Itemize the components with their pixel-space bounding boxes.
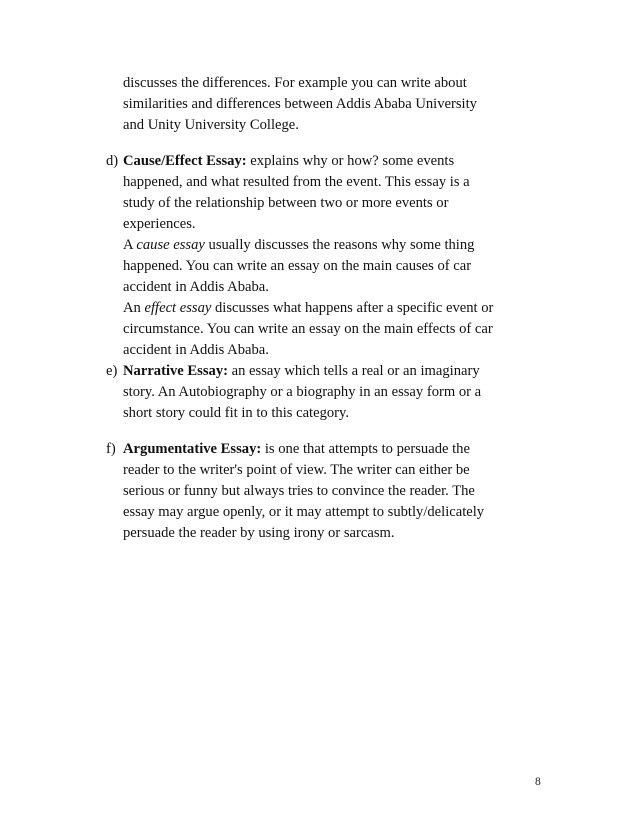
- item-d-first-line-rest: explains why or how? some events: [246, 153, 455, 169]
- item-e-line: story. An Autobiography or a biography in an essay form or a: [123, 384, 482, 400]
- item-d-first-line: [123, 151, 454, 171]
- cause-essay-prefix: A: [123, 237, 137, 253]
- list-marker-f: f): [106, 441, 116, 457]
- item-f-line: serious or funny but always tries to convince the reader. The: [123, 483, 475, 499]
- cause-essay-first-line-rest: usually discusses the reasons why some thing: [204, 237, 475, 253]
- item-d-line: experiences.: [123, 216, 196, 232]
- item-e-first-line-rest: an essay which tells a real or an imaginary: [227, 363, 480, 379]
- list-marker-e: e): [106, 363, 118, 379]
- continuation-line-3: and Unity University College.: [123, 117, 299, 133]
- item-f-line: essay may argue openly, or it may attempt to subtly/delicately: [123, 504, 485, 520]
- cause-essay-first-line: [123, 235, 474, 255]
- cause-essay-line: happened. You can write an essay on the main causes of car: [123, 258, 472, 274]
- list-marker-d: d): [106, 153, 119, 169]
- effect-essay-line: accident in Addis Ababa.: [123, 342, 269, 358]
- effect-essay-prefix: An: [123, 300, 145, 316]
- effect-essay-term: effect essay: [144, 300, 212, 316]
- effect-essay-first-line-rest: discusses what happens after a specific event or: [211, 300, 494, 316]
- item-e-line: short story could fit in to this category.: [123, 405, 350, 421]
- item-d-line: study of the relationship between two or more events or: [123, 195, 449, 211]
- page-number: 8: [535, 776, 541, 788]
- cause-essay-term: cause essay: [136, 237, 205, 253]
- item-f-heading: Argumentative Essay:: [123, 441, 262, 457]
- item-d-line: happened, and what resulted from the event. This essay is a: [123, 174, 470, 190]
- item-f-line: persuade the reader by using irony or sarcasm.: [123, 525, 395, 541]
- item-f-first-line-rest: is one that attempts to persuade the: [261, 441, 470, 457]
- item-f-line: reader to the writer's point of view. The writer can either be: [123, 462, 470, 478]
- continuation-line-1: discusses the differences. For example you can write about: [123, 75, 467, 91]
- item-e-heading: Narrative Essay:: [123, 363, 228, 379]
- effect-essay-line: circumstance. You can write an essay on the main effects of car: [123, 321, 493, 337]
- continuation-line-2: similarities and differences between Addis Ababa University: [123, 96, 477, 112]
- item-e-first-line: [123, 361, 480, 381]
- effect-essay-first-line: [123, 298, 493, 318]
- cause-essay-line: accident in Addis Ababa.: [123, 279, 269, 295]
- item-d-heading: Cause/Effect Essay:: [123, 153, 247, 169]
- item-f-first-line: [123, 439, 470, 459]
